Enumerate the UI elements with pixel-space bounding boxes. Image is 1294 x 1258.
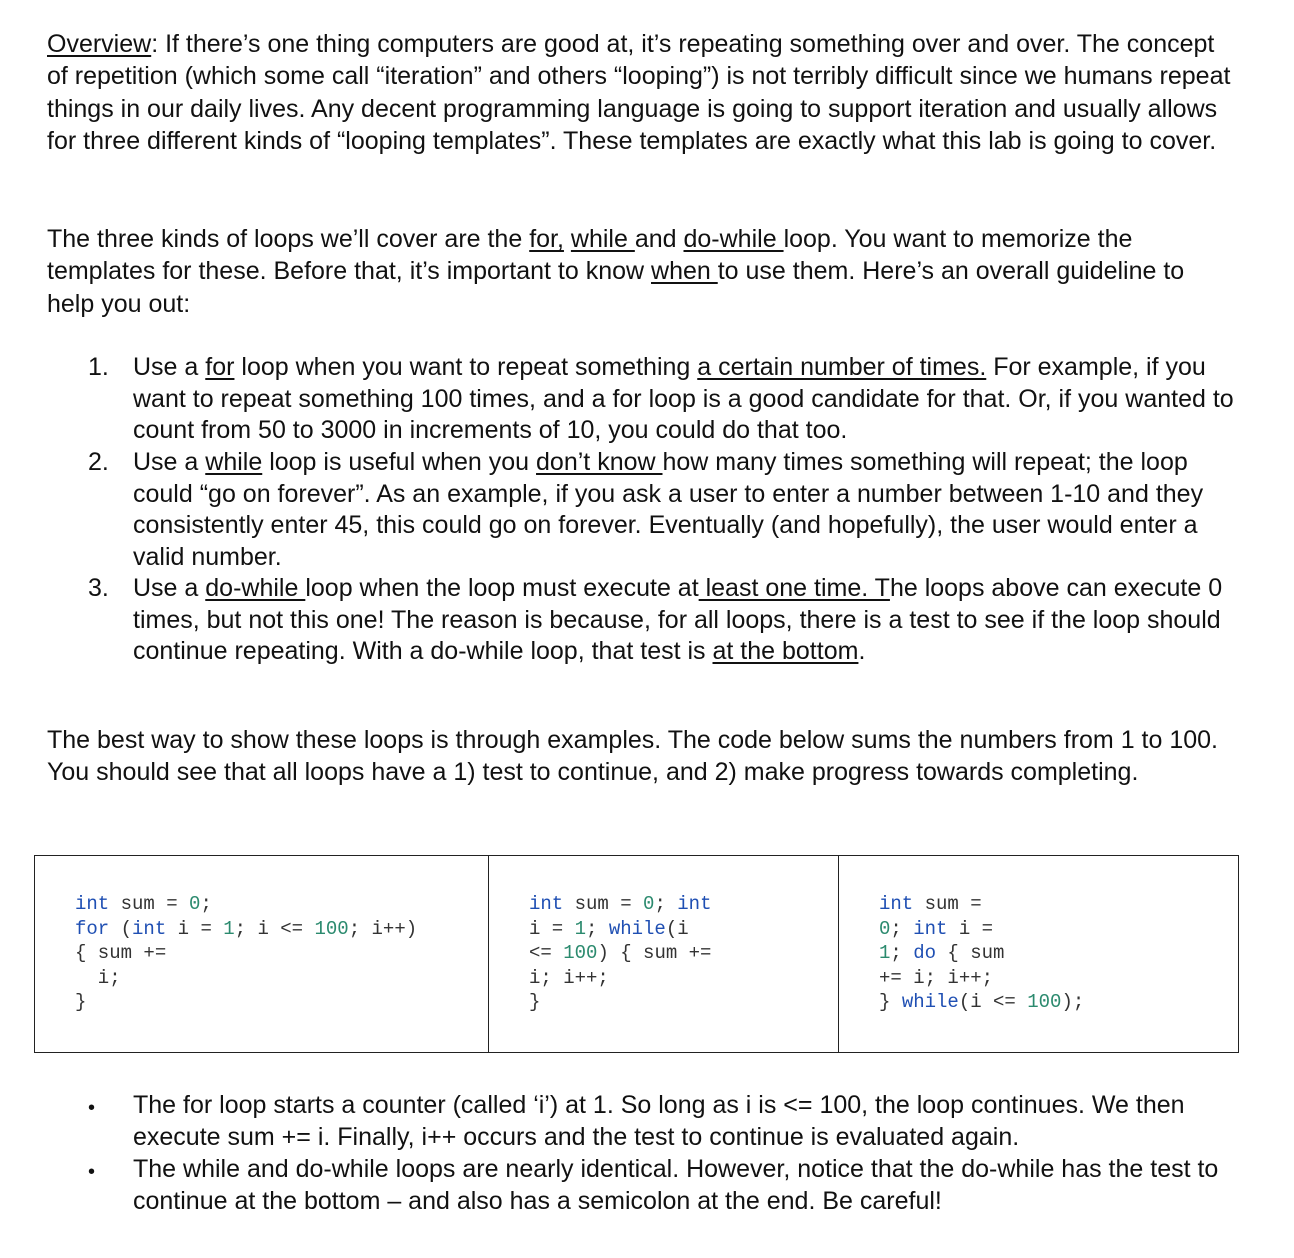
- code-token: sum =: [109, 893, 190, 915]
- code-token: += i; i++;: [879, 966, 994, 989]
- code-number: 1: [574, 917, 587, 940]
- code-token: ; i <=: [234, 917, 315, 940]
- list-item-while: [133, 447, 1243, 573]
- while-loop-code: [529, 892, 711, 1015]
- list-item-dowhile: [133, 573, 1243, 668]
- note-for-loop: The for loop starts a counter (called ‘i’) at 1. So long as i is <= 100, the loop continues. We then execute sum += i. Finally, i++ occurs and the test to continue is evaluated again.: [133, 1091, 1185, 1151]
- code-token: ;: [200, 893, 212, 915]
- dowhile-loop-code: [879, 892, 1084, 1015]
- code-token: (: [109, 917, 133, 940]
- code-token: ;: [654, 893, 678, 915]
- loops-intro-paragraph: [47, 223, 1237, 320]
- code-token: { sum: [936, 942, 1005, 964]
- code-number: 100: [314, 917, 349, 940]
- bullet-icon: •: [88, 1097, 96, 1119]
- code-token: sum =: [563, 893, 644, 915]
- code-token: ) { sum +=: [597, 942, 712, 964]
- code-token: }: [529, 991, 541, 1013]
- code-keyword: int: [913, 917, 948, 940]
- code-number: 100: [1027, 991, 1062, 1013]
- list-number: 3.: [88, 574, 109, 602]
- list-item-text: Use a: [133, 574, 206, 602]
- list-item-emphasis: least one time. T: [698, 574, 890, 602]
- list-item-term: do-while: [205, 574, 306, 602]
- for-loop-cell: [35, 856, 488, 1052]
- code-keyword: int: [529, 893, 564, 915]
- code-number: 0: [643, 893, 655, 915]
- intro-text-1: The three kinds of loops we’ll cover are the: [47, 225, 530, 253]
- intro-dowhile-term: do-while: [683, 225, 784, 253]
- code-token: i; i++;: [529, 966, 609, 989]
- list-item-text: For example, if you want to repeat something 100 times, and a for loop is a good candidate for that. Or, if you wanted to count from 50 to 3000 in increments of 10, you could do that too.: [133, 353, 1234, 445]
- intro-when-term: when: [651, 257, 718, 286]
- code-keyword: while: [901, 991, 959, 1013]
- list-item-text: loop is useful when you: [262, 448, 537, 476]
- dowhile-loop-cell: [838, 856, 1238, 1052]
- for-loop-code: [75, 892, 417, 1015]
- code-number: 0: [879, 917, 891, 940]
- code-token: }: [879, 991, 902, 1013]
- list-number: 1.: [88, 353, 109, 381]
- list-item-text: Use a: [133, 448, 206, 476]
- examples-intro-paragraph: The best way to show these loops is through examples. The code below sums the numbers from 1 to 100. You should see that all loops have a 1) test to continue, and 2) make progress towards completing.: [47, 726, 1218, 787]
- while-loop-cell: [488, 856, 838, 1052]
- code-keyword: int: [132, 917, 167, 940]
- code-token: sum =: [913, 893, 982, 915]
- list-item-term: for: [205, 353, 235, 381]
- list-item-emphasis: don’t know: [536, 448, 663, 476]
- list-item-text: he loops above can execute 0 times, but not this one! The reason is because, for all loops, there is a test to see if the loop should continue repeating. With a do-while loop, that test is: [133, 574, 1223, 666]
- list-item-for: [133, 352, 1243, 447]
- bullet-icon: •: [88, 1161, 96, 1183]
- code-examples-table: [34, 855, 1239, 1053]
- code-token: { sum +=: [75, 942, 167, 964]
- code-keyword: do: [913, 942, 937, 964]
- overview-paragraph: [47, 28, 1237, 157]
- code-token: (i: [665, 917, 689, 940]
- code-number: 100: [563, 942, 598, 964]
- list-item-emphasis: at the bottom: [712, 637, 859, 666]
- intro-text-3: and: [634, 225, 684, 253]
- list-item-text: loop when you want to repeat something: [234, 353, 698, 381]
- code-number: 0: [189, 893, 201, 915]
- code-keyword: while: [608, 917, 666, 940]
- code-token: i =: [166, 917, 224, 940]
- code-token: ;: [890, 917, 914, 940]
- code-keyword: int: [75, 893, 110, 915]
- code-token: ;: [586, 917, 609, 940]
- intro-text-5: to use them. Here’s an overall guideline to help you out:: [47, 257, 1185, 318]
- code-token: (i <=: [958, 991, 1028, 1013]
- list-item-text: how many times something will repeat; the loop could “go on forever”. As an example, if you ask a user to enter a number between 1-10 and they consistently enter 45, this could go on forever. Eventually (and hopefully), the user would enter a valid number.: [133, 448, 1204, 571]
- intro-for-term: for,: [529, 225, 564, 253]
- list-item-text: loop when the loop must execute at: [305, 574, 699, 602]
- code-token: i;: [75, 966, 121, 989]
- intro-text-2: [564, 225, 571, 253]
- overview-text: : If there’s one thing computers are good at, it’s repeating something over and over. The concept of repetition (which some call “iteration” and others “looping”) is not terribly difficult since we humans repeat things in our daily lives. Any decent programming language is going to support iteration and usually allows for three different kinds of “looping templates”. These templates are exactly what this lab is going to cover.: [47, 30, 1231, 155]
- code-number: 1: [879, 942, 891, 964]
- code-number: 1: [223, 917, 235, 940]
- code-token: ; i++): [348, 917, 418, 940]
- code-keyword: int: [879, 893, 914, 915]
- code-token: i =: [529, 917, 575, 940]
- code-token: }: [75, 991, 87, 1013]
- code-token: i =: [947, 917, 994, 940]
- overview-label: Overview: [47, 30, 152, 58]
- code-token: ;: [890, 942, 914, 964]
- list-item-text: .: [858, 637, 866, 666]
- list-item-emphasis: a certain number of times.: [697, 353, 987, 381]
- code-keyword: for: [75, 917, 110, 940]
- note-while-dowhile: The while and do-while loops are nearly identical. However, notice that the do-while has the test to continue at the bottom – and also has a semicolon at the end. Be careful!: [133, 1155, 1219, 1215]
- list-number: 2.: [88, 448, 109, 476]
- code-keyword: int: [677, 893, 712, 915]
- code-token: );: [1061, 991, 1085, 1013]
- list-item-text: Use a: [133, 353, 206, 381]
- intro-while-term: while: [570, 225, 635, 253]
- code-token: <=: [529, 942, 564, 964]
- list-item-term: while: [205, 448, 263, 476]
- intro-text-4: loop. You want to memorize the templates for these. Before that, it’s important to know: [47, 225, 1133, 286]
